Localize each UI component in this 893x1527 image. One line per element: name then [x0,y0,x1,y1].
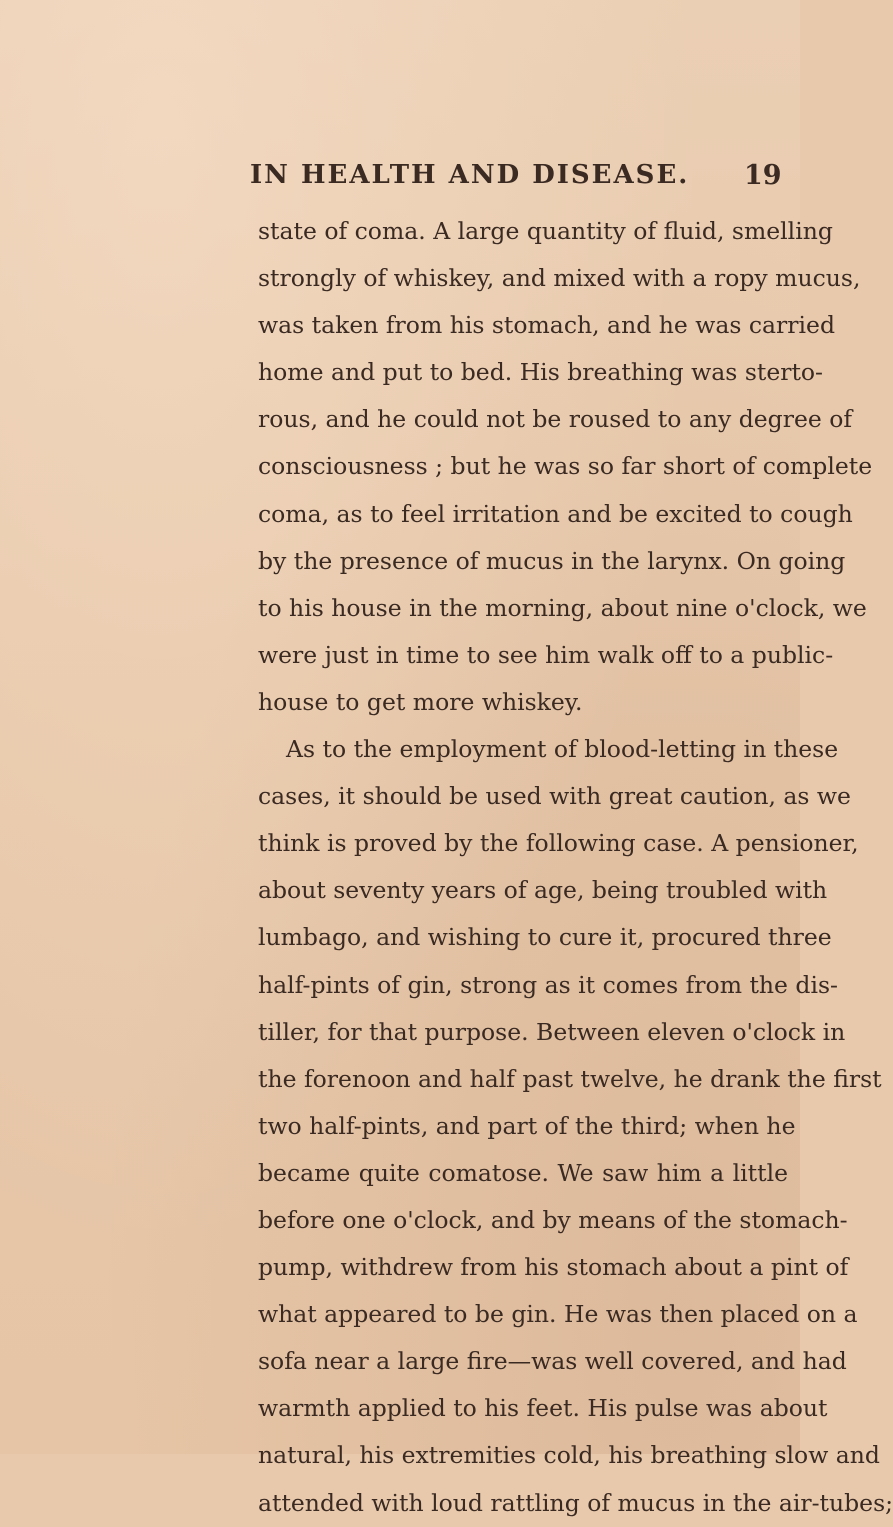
text-line: what appeared to be gin. He was then placed on a [258,1300,858,1329]
text-line: before one o'clock, and by means of the stomach- [258,1205,848,1234]
text-line: home and put to bed. His breathing was sterto- [258,358,823,387]
text-line: consciousness ; but he was so far short of complete [258,452,873,481]
page-number: 19 [744,160,782,191]
text-line: strongly of whiskey, and mixed with a ropy mucus, [258,264,861,293]
text-line: to his house in the morning, about nine o'clock, we [258,593,867,622]
text-line: the forenoon and half past twelve, he drank the first [258,1064,882,1093]
text-line: was taken from his stomach, and he was carried [258,311,835,340]
text-line: were just in time to see him walk off to a public- [258,640,834,669]
text-line: tiller, for that purpose. Between eleven o'clock in [258,1017,846,1046]
text-line: coma, as to feel irritation and be excited to cough [258,499,853,528]
text-line: natural, his extremities cold, his breathing slow and [258,1441,880,1470]
text-line-paragraph-end: house to get more whiskey. [258,687,583,716]
page-header [0,160,800,200]
text-line: think is proved by the following case. A pensioner, [258,829,859,858]
text-line: attended with loud rattling of mucus in the air-tubes; [258,1488,893,1517]
text-line: by the presence of mucus in the larynx. On going [258,546,846,575]
text-line: about seventy years of age, being troubled with [258,876,828,905]
text-line: became quite comatose. We saw him a little [258,1158,788,1187]
text-line: half-pints of gin, strong as it comes from the dis- [258,970,838,999]
text-line: pump, withdrew from his stomach about a pint of [258,1253,849,1282]
text-line: two half-pints, and part of the third; when he [258,1111,796,1140]
text-line: lumbago, and wishing to cure it, procured three [258,923,832,952]
body-text [258,208,893,1527]
text-line: state of coma. A large quantity of fluid, smelling [258,217,833,245]
text-line: rous, and he could not be roused to any degree of [258,405,853,434]
text-line: sofa near a large fire—was well covered, and had [258,1347,847,1376]
text-line-paragraph-start: As to the employment of blood-letting in these [286,735,839,764]
text-line: cases, it should be used with great caution, as we [258,782,851,811]
running-head: IN HEALTH AND DISEASE. [250,160,690,190]
text-line: warmth applied to his feet. His pulse was about [258,1394,828,1423]
